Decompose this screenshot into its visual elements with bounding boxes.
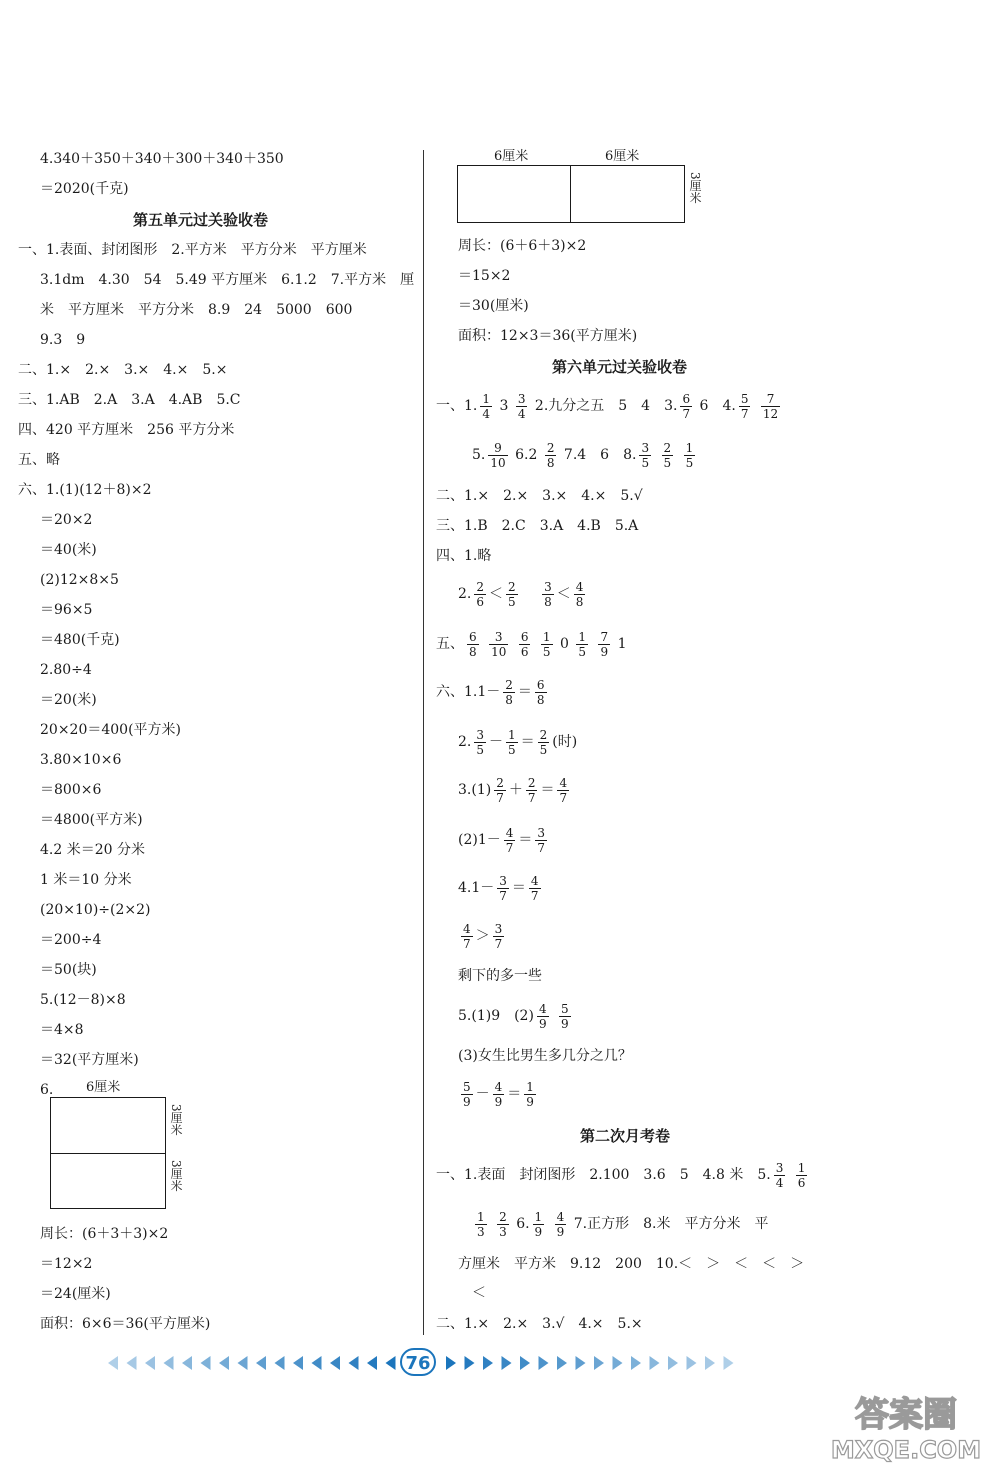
arrow-left-icon bbox=[182, 1356, 192, 1370]
line: 周长：(6＋6＋3)×2 bbox=[458, 238, 587, 254]
answer-row: $\frac{1}{3}$ $\frac{2}{3}$ 6. $\frac{1}{9}$ $\frac{4}{9}$ 7.正方形 8.米 平方分米 平 bbox=[477, 1209, 769, 1239]
line: 2.80÷4 bbox=[40, 662, 92, 678]
answer-row: 4.1－ $\frac{3}{7}$ ＝ $\frac{4}{7}$ bbox=[458, 873, 539, 903]
arrow-left-icon bbox=[238, 1356, 248, 1370]
arrow-left-icon bbox=[367, 1356, 377, 1370]
line: 五、略 bbox=[18, 452, 60, 468]
line: ＝4×8 bbox=[40, 1022, 84, 1038]
line: ＝4800(平方米) bbox=[40, 812, 143, 828]
line: ＝30(厘米) bbox=[458, 298, 529, 314]
arrow-right-icon bbox=[483, 1356, 493, 1370]
line: ＝96×5 bbox=[40, 602, 93, 618]
line: 一、1.表面、封闭图形 2.平方米 平方分米 平方厘米 bbox=[18, 242, 367, 258]
arrow-left-icon bbox=[108, 1356, 118, 1370]
section-title-monthly: 第二次月考卷 bbox=[580, 1127, 671, 1145]
line: 9.3 9 bbox=[40, 332, 86, 348]
arrow-left-icon bbox=[386, 1356, 396, 1370]
answer-row: 六、1.1－ $\frac{2}{8}$ ＝ $\frac{6}{8}$ bbox=[436, 677, 545, 707]
figure-label-top: 6厘米 bbox=[494, 149, 529, 164]
line: ＝200÷4 bbox=[40, 932, 102, 948]
arrow-right-icon bbox=[520, 1356, 530, 1370]
line: ＝20×2 bbox=[40, 512, 93, 528]
answer-row: $\frac{4}{7}$ ＞ $\frac{3}{7}$ bbox=[463, 921, 503, 951]
arrow-left-icon bbox=[201, 1356, 211, 1370]
line: 5.(12－8)×8 bbox=[40, 992, 126, 1008]
arrow-right-icon bbox=[705, 1356, 715, 1370]
arrow-left-icon bbox=[312, 1356, 322, 1370]
answer-row: 2. $\frac{2}{6}$ ＜ $\frac{2}{5}$ $\frac{3}{8}$ ＜ $\frac{4}{8}$ bbox=[458, 579, 584, 609]
arrow-left-icon bbox=[164, 1356, 174, 1370]
line: (3)女生比男生多几分之几？ bbox=[458, 1048, 632, 1064]
arrow-right-icon bbox=[687, 1356, 697, 1370]
svg-text:MXQE.COM: MXQE.COM bbox=[830, 1436, 982, 1464]
arrow-right-icon bbox=[613, 1356, 623, 1370]
line: 四、1.略 bbox=[436, 548, 492, 564]
figure-label-side: 3厘米 bbox=[688, 172, 702, 204]
answer-row: 一、1.表面 封闭图形 2.100 3.6 5 4.8 米 5. $\frac{3}{4}$ $\frac{1}{6}$ bbox=[436, 1160, 806, 1190]
line: (2)12×8×5 bbox=[40, 572, 119, 588]
figure-divider bbox=[570, 165, 571, 223]
line: ＝15×2 bbox=[458, 268, 511, 284]
arrow-left-icon bbox=[330, 1356, 340, 1370]
line: ＝24(厘米) bbox=[40, 1286, 111, 1302]
line: ＝12×2 bbox=[40, 1256, 93, 1272]
arrow-left-icon bbox=[275, 1356, 285, 1370]
line: 3.1dm 4.30 54 5.49 平方厘米 6.1.2 7.平方米 厘 bbox=[40, 272, 415, 288]
rectangle-figure bbox=[457, 165, 685, 223]
answer-row: (2)1－ $\frac{4}{7}$ ＝ $\frac{3}{7}$ bbox=[458, 825, 546, 855]
line: ＝480(千克) bbox=[40, 632, 120, 648]
arrow-left-icon bbox=[349, 1356, 359, 1370]
arrow-left-icon bbox=[293, 1356, 303, 1370]
arrow-left-icon bbox=[127, 1356, 137, 1370]
line: 四、420 平方厘米 256 平方分米 bbox=[18, 422, 235, 438]
arrow-right-icon bbox=[576, 1356, 586, 1370]
line: 面积：12×3＝36(平方厘米) bbox=[458, 328, 638, 344]
line: 面积：6×6＝36(平方厘米) bbox=[40, 1316, 211, 1332]
line: 1 米＝10 分米 bbox=[40, 872, 132, 888]
arrow-right-icon bbox=[668, 1356, 678, 1370]
line: 方厘米 平方米 9.12 200 10.＜ ＞ ＜ ＜ ＞ bbox=[458, 1256, 805, 1272]
line: ＝40(米) bbox=[40, 542, 97, 558]
section-title-unit6: 第六单元过关验收卷 bbox=[552, 358, 688, 376]
line: (20×10)÷(2×2) bbox=[40, 902, 151, 918]
line: 三、1.B 2.C 3.A 4.B 5.A bbox=[436, 518, 639, 534]
line: ＝32(平方厘米) bbox=[40, 1052, 139, 1068]
figure-label-side: 3厘米 bbox=[169, 1104, 183, 1136]
arrow-right-icon bbox=[594, 1356, 604, 1370]
line: 3.80×10×6 bbox=[40, 752, 122, 768]
line: 20×20＝400(平方米) bbox=[40, 722, 182, 738]
arrow-right-icon bbox=[465, 1356, 475, 1370]
line: ＝50(块) bbox=[40, 962, 97, 978]
figure-divider bbox=[50, 1153, 166, 1154]
line: 二、1.× 2.× 3.√ 4.× 5.× bbox=[436, 1316, 643, 1332]
arrow-left-icon bbox=[145, 1356, 155, 1370]
arrow-right-icon bbox=[557, 1356, 567, 1370]
arrow-right-icon bbox=[446, 1356, 456, 1370]
line: ＝800×6 bbox=[40, 782, 102, 798]
answer-row: 5.(1)9 (2) $\frac{4}{9}$ $\frac{5}{9}$ bbox=[458, 1001, 569, 1031]
arrow-left-icon bbox=[219, 1356, 229, 1370]
arrow-right-icon bbox=[502, 1356, 512, 1370]
line: 周长：(6＋3＋3)×2 bbox=[40, 1226, 169, 1242]
answer-row: $\frac{5}{9}$ － $\frac{4}{9}$ ＝ $\frac{1}{9}$ bbox=[463, 1079, 534, 1109]
page-number: 76 bbox=[400, 1348, 436, 1376]
arrow-right-icon bbox=[539, 1356, 549, 1370]
line: ＝20(米) bbox=[40, 692, 97, 708]
arrow-left-icon bbox=[256, 1356, 266, 1370]
line: 剩下的多一些 bbox=[458, 968, 542, 984]
line: 4.2 米＝20 分米 bbox=[40, 842, 145, 858]
answer-row: 3.(1) $\frac{2}{7}$ ＋ $\frac{2}{7}$ ＝ $\frac{4}{7}$ bbox=[458, 775, 568, 805]
line: 六、1.(1)(12＋8)×2 bbox=[18, 482, 152, 498]
answer-row: 五、 $\frac{6}{8}$ $\frac{3}{10}$ $\frac{6}{6}$ $\frac{1}{5}$ 0 $\frac{1}{5}$ $\frac{7}{9}$ 1 bbox=[436, 629, 627, 659]
figure-label-top: 6厘米 bbox=[86, 1080, 121, 1095]
line: ＝2020(千克) bbox=[40, 181, 129, 197]
answer-row: 2. $\frac{3}{5}$ － $\frac{1}{5}$ ＝ $\frac{2}{5}$ (时) bbox=[458, 727, 578, 757]
answer-row: 5. $\frac{9}{10}$ 6.2 $\frac{2}{8}$ 7.4 6 8. $\frac{3}{5}$ $\frac{2}{5}$ $\frac{1}{5}$ bbox=[472, 440, 694, 470]
line: 二、1.× 2.× 3.× 4.× 5.× bbox=[18, 362, 228, 378]
arrow-right-icon bbox=[650, 1356, 660, 1370]
figure-label-top: 6厘米 bbox=[605, 149, 640, 164]
watermark-logo bbox=[818, 1388, 994, 1464]
line: 4.340＋350＋340＋300＋340＋350 bbox=[40, 151, 284, 167]
section-title-unit5: 第五单元过关验收卷 bbox=[133, 211, 269, 229]
line: 米 平方厘米 平方分米 8.9 24 5000 600 bbox=[40, 302, 353, 318]
arrow-right-icon bbox=[631, 1356, 641, 1370]
line: 三、1.AB 2.A 3.A 4.AB 5.C bbox=[18, 392, 241, 408]
svg-text:答案圈: 答案圈 bbox=[855, 1395, 957, 1435]
figure-label-side: 3厘米 bbox=[169, 1160, 183, 1192]
line: 二、1.× 2.× 3.× 4.× 5.√ bbox=[436, 488, 643, 504]
arrow-right-icon bbox=[724, 1356, 734, 1370]
column-divider bbox=[423, 150, 424, 1335]
line: 6. bbox=[40, 1082, 54, 1098]
line: ＜ bbox=[472, 1285, 486, 1301]
answer-row: 一、1. $\frac{1}{4}$ 3 $\frac{3}{4}$ 2.九分之五 5 4 3. $\frac{6}{7}$ 6 4. $\frac{5}{7}$ $\frac{7}{12}$ bbox=[436, 391, 779, 421]
